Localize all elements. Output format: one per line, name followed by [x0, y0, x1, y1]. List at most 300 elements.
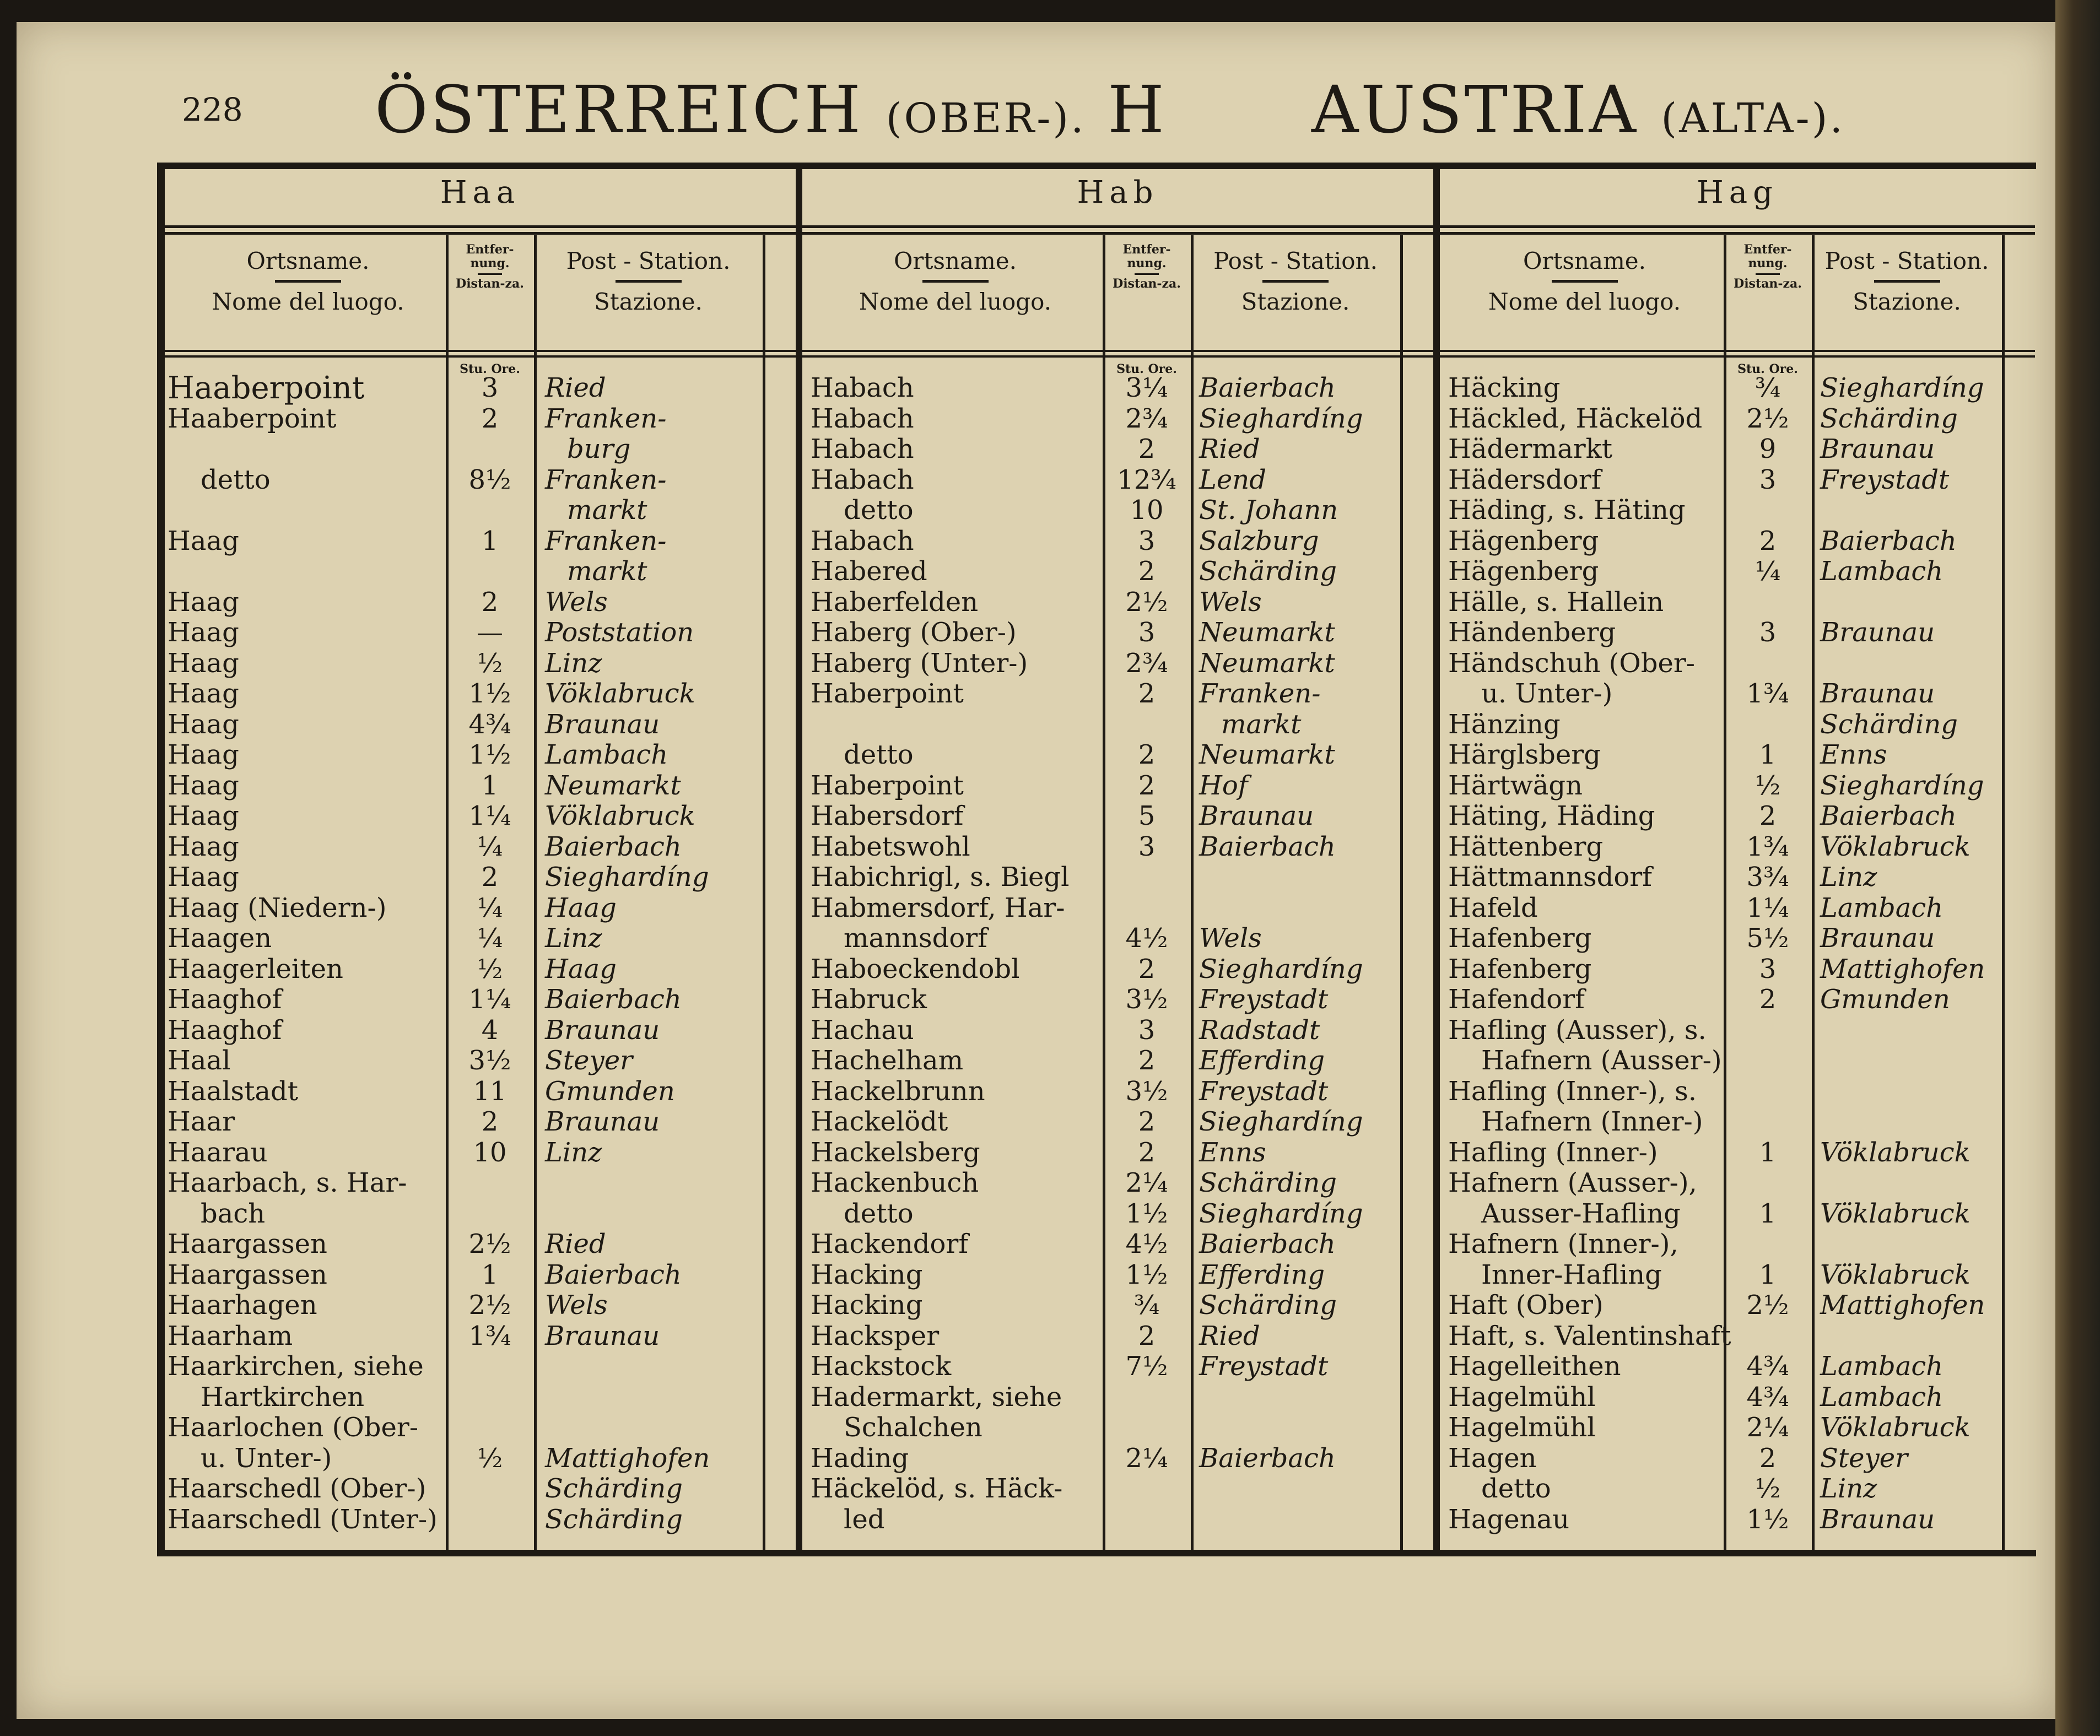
header-dist-de: Entfer-nung. — [1122, 242, 1171, 271]
place-name: Hagelleithen — [1448, 1351, 1621, 1382]
header-dash — [478, 273, 502, 275]
place-name: detto — [844, 495, 914, 526]
place-name: Haag — [168, 862, 239, 893]
post-station: Wels — [545, 586, 608, 618]
title-right-sub: (ALTA-). — [1661, 95, 1845, 142]
table-row — [1440, 1443, 2035, 1474]
place-name: Händenberg — [1448, 617, 1616, 648]
distance: 3½ — [1125, 984, 1168, 1015]
post-station: Steyer — [545, 1045, 633, 1076]
distance: 1½ — [468, 678, 511, 709]
distance: 1½ — [1746, 1504, 1789, 1535]
title-left: ÖSTERREICH — [375, 72, 863, 148]
table-row — [802, 740, 1433, 770]
table-row — [165, 679, 796, 709]
section-title: Hag — [1696, 175, 1779, 210]
post-station: Lambach — [1820, 1351, 1944, 1382]
post-station: St. Johann — [1199, 495, 1338, 526]
table-row — [1440, 373, 2035, 403]
table-row — [1440, 434, 2035, 464]
place-name: Haarau — [168, 1137, 268, 1168]
units-label: Stu. Ore. — [460, 362, 520, 376]
table-row — [802, 373, 1433, 403]
distance: 8½ — [468, 464, 511, 495]
distance: 4½ — [1125, 1229, 1168, 1259]
table-row — [1440, 1382, 2035, 1413]
table-row — [165, 404, 796, 434]
post-station: Baierbach — [545, 1259, 682, 1290]
table-row — [1440, 832, 2035, 862]
table-row — [165, 465, 796, 495]
distance: 1 — [481, 525, 499, 556]
post-station: Sieghardíng — [1199, 953, 1363, 985]
table-row — [1440, 740, 2035, 770]
distance: 2½ — [468, 1229, 511, 1259]
post-station: Braunau — [1820, 678, 1935, 709]
table-row — [802, 710, 1433, 740]
table-row — [802, 434, 1433, 464]
distance: 12¾ — [1117, 464, 1176, 495]
table-row — [802, 1229, 1433, 1259]
post-station: Radstadt — [1199, 1014, 1320, 1046]
post-station: Freystadt — [1820, 464, 1950, 495]
place-name: Haal — [168, 1045, 231, 1076]
post-station: Braunau — [1820, 617, 1935, 648]
table-row — [802, 1260, 1433, 1290]
table-row — [165, 1505, 796, 1535]
post-station: Enns — [1199, 1137, 1266, 1168]
distance: 1 — [481, 1259, 499, 1290]
table-row — [165, 893, 796, 923]
distance: ½ — [477, 1442, 503, 1474]
place-name: detto — [1481, 1473, 1551, 1504]
table-row — [1440, 923, 2035, 954]
place-name: Haag — [168, 586, 239, 618]
post-station: Wels — [545, 1290, 608, 1321]
table-row — [802, 465, 1433, 495]
table-row — [165, 1382, 796, 1413]
post-station: Sieghardíng — [1820, 372, 1984, 403]
distance: 10 — [1130, 495, 1164, 526]
distance: ½ — [477, 647, 503, 679]
distance: 1¼ — [1746, 892, 1789, 923]
table-row — [1440, 1351, 2035, 1382]
table-row — [165, 985, 796, 1015]
place-name: Hadermarkt, siehe — [811, 1381, 1062, 1413]
place-name: Habetswohl — [811, 831, 970, 862]
place-name: Hartkirchen — [201, 1381, 365, 1413]
distance: 2½ — [1746, 1290, 1789, 1321]
table-row — [802, 648, 1433, 679]
place-name: Hafnern (Inner-), — [1448, 1229, 1678, 1259]
place-name: Haargassen — [168, 1259, 327, 1290]
header-station-it: Stazione. — [1853, 288, 1961, 315]
table-row — [165, 1077, 796, 1107]
post-station: Braunau — [1820, 434, 1935, 464]
table-row — [1440, 587, 2035, 618]
table-row — [802, 771, 1433, 801]
title-austria-italian — [1311, 72, 1845, 148]
place-name: Haag — [168, 525, 239, 556]
place-name: Habach — [811, 434, 914, 464]
place-name: Haag — [168, 617, 239, 648]
post-station: Enns — [1820, 739, 1887, 770]
table-row — [1440, 1046, 2035, 1076]
header-rule — [1440, 225, 2035, 228]
header-station-it: Stazione. — [1241, 288, 1350, 315]
place-name: Hachau — [811, 1014, 914, 1046]
post-station: Franken- — [545, 403, 667, 434]
post-station: Linz — [1820, 1473, 1877, 1504]
table-row — [165, 618, 796, 648]
table-row — [165, 1321, 796, 1351]
table-row — [1440, 1138, 2035, 1168]
post-station: Freystadt — [1199, 1075, 1329, 1107]
post-station: Ried — [545, 1229, 606, 1259]
post-station: Gmunden — [1820, 984, 1950, 1015]
place-name: Haag (Niedern-) — [168, 892, 387, 923]
place-name: Haarschedl (Ober-) — [168, 1473, 427, 1504]
place-name: Hänzing — [1448, 709, 1561, 740]
post-station: Baierbach — [545, 831, 682, 862]
section-title: Hab — [1077, 175, 1159, 210]
table-row — [1440, 404, 2035, 434]
distance: 2¼ — [1125, 1442, 1168, 1474]
table-row — [165, 801, 796, 831]
place-name: Hachelham — [811, 1045, 964, 1076]
distance: 2 — [1138, 953, 1156, 985]
table-row — [802, 832, 1433, 862]
section-separator — [796, 169, 802, 1550]
table-row — [802, 893, 1433, 923]
table-row — [1440, 1229, 2035, 1259]
place-name: bach — [201, 1198, 266, 1229]
place-name: Habach — [811, 464, 914, 495]
distance: ¾ — [1133, 1290, 1160, 1321]
place-name: Haagen — [168, 923, 272, 954]
place-name: Haaberpoint — [168, 370, 365, 406]
header-rule — [165, 355, 796, 358]
distance: 5 — [1138, 801, 1156, 831]
place-name: Häckelöd, s. Häck- — [811, 1473, 1063, 1504]
table-row — [165, 1107, 796, 1137]
distance: 2 — [1759, 984, 1777, 1015]
place-name: Haft, s. Valentinshaft — [1448, 1320, 1731, 1351]
header-dash — [922, 280, 989, 283]
distance: 2¼ — [1746, 1412, 1789, 1443]
place-name: Hafling (Inner-), s. — [1448, 1075, 1697, 1107]
post-station: Ried — [545, 372, 606, 403]
distance: 10 — [473, 1137, 507, 1168]
place-name: Härtwägn — [1448, 770, 1583, 801]
post-station: Schärding — [545, 1504, 683, 1535]
table-row — [165, 1199, 796, 1229]
place-name: Haagerleiten — [168, 953, 343, 985]
distance: ½ — [1755, 770, 1781, 801]
distance: 1½ — [468, 739, 511, 770]
table-row — [802, 1107, 1433, 1137]
post-station: Franken- — [1199, 678, 1321, 709]
table-row — [1440, 465, 2035, 495]
post-station: Sieghardíng — [1199, 1106, 1363, 1137]
table-row — [802, 1505, 1433, 1535]
table-row — [802, 526, 1433, 556]
post-station: Braunau — [545, 1320, 660, 1351]
table-row — [165, 1260, 796, 1290]
place-name: Hackelödt — [811, 1106, 948, 1137]
place-name: Hättenberg — [1448, 831, 1604, 862]
header-name-de: Ortsname. — [893, 247, 1017, 274]
distance: 2 — [1138, 770, 1156, 801]
distance: 1¾ — [468, 1320, 511, 1351]
section-haa — [165, 169, 796, 1550]
table-row — [802, 954, 1433, 985]
place-name: Hagelmühl — [1448, 1381, 1596, 1413]
post-station: Baierbach — [1199, 831, 1336, 862]
header-station-de: Post - Station. — [566, 247, 731, 274]
distance: 2½ — [468, 1290, 511, 1321]
distance: 1 — [1759, 1198, 1777, 1229]
distance: 1¾ — [1746, 831, 1789, 862]
table-row — [165, 1474, 796, 1504]
header-dash — [1135, 273, 1159, 275]
place-name: Habach — [811, 525, 914, 556]
place-name: Hafnern (Ausser-), — [1448, 1167, 1697, 1198]
header-dist-de: Entfer-nung. — [466, 242, 514, 271]
post-station: Mattighofen — [1820, 953, 1985, 985]
place-name: Hagen — [1448, 1442, 1537, 1474]
table-row — [165, 495, 796, 526]
header-rule — [1440, 232, 2035, 235]
table-row — [1440, 618, 2035, 648]
place-name: Haboeckendobl — [811, 953, 1020, 985]
place-name: Hackenbuch — [811, 1167, 979, 1198]
post-station: Vöklabruck — [1820, 1259, 1971, 1290]
place-name: led — [844, 1504, 885, 1535]
table-row — [1440, 679, 2035, 709]
distance: ½ — [1755, 1473, 1781, 1504]
distance: 2 — [1759, 525, 1777, 556]
place-name: Habersdorf — [811, 801, 964, 831]
table-row — [802, 862, 1433, 893]
table-row — [1440, 862, 2035, 893]
post-station: Braunau — [1199, 801, 1314, 831]
distance: 2 — [1759, 1442, 1777, 1474]
header-name-de: Ortsname. — [1523, 247, 1646, 274]
header-dash — [1552, 280, 1618, 283]
place-name: Hackendorf — [811, 1229, 969, 1259]
post-station: Baierbach — [1199, 372, 1336, 403]
post-station: Baierbach — [1199, 1442, 1336, 1474]
table-row — [165, 1138, 796, 1168]
table-row — [165, 1351, 796, 1382]
place-name: Hägenberg — [1448, 525, 1599, 556]
table-row — [165, 434, 796, 464]
post-station: Lambach — [1820, 892, 1944, 923]
distance: 1½ — [1125, 1198, 1168, 1229]
distance: 2 — [1138, 1137, 1156, 1168]
place-name: Hacking — [811, 1290, 923, 1321]
table-row — [802, 1199, 1433, 1229]
place-name: Hägenberg — [1448, 556, 1599, 587]
table-row — [165, 526, 796, 556]
post-station: Vöklabruck — [1820, 1412, 1971, 1443]
place-name: Haalstadt — [168, 1075, 298, 1107]
header-station-de: Post - Station. — [1824, 247, 1989, 274]
post-station: Vöklabruck — [545, 678, 695, 709]
header-rule — [1440, 350, 2035, 352]
header-dash — [1874, 280, 1940, 283]
place-name: Hafenberg — [1448, 923, 1592, 954]
place-name: Haag — [168, 801, 239, 831]
distance: 2½ — [1746, 403, 1789, 434]
distance: 4¾ — [1746, 1381, 1789, 1413]
post-station: Lend — [1199, 464, 1266, 495]
table-row — [1440, 801, 2035, 831]
table-row — [802, 1077, 1433, 1107]
place-name: Haarschedl (Unter-) — [168, 1504, 438, 1535]
place-name: Haft (Ober) — [1448, 1290, 1604, 1321]
header-rule — [802, 350, 1433, 352]
distance: 2 — [481, 403, 499, 434]
table-row — [1440, 893, 2035, 923]
post-station: Sieghardíng — [1199, 1198, 1363, 1229]
units-label: Stu. Ore. — [1116, 362, 1177, 376]
distance: 2 — [1138, 739, 1156, 770]
post-station: Braunau — [1820, 1504, 1935, 1535]
header-rule — [802, 232, 1433, 235]
place-name: Häding, s. Häting — [1448, 495, 1686, 526]
distance: ¼ — [477, 892, 503, 923]
distance: 1¼ — [468, 984, 511, 1015]
table-row — [165, 648, 796, 679]
header-station-de: Post - Station. — [1213, 247, 1378, 274]
table-row — [1440, 556, 2035, 587]
table-row — [165, 556, 796, 587]
place-name: Haag — [168, 739, 239, 770]
distance: 3 — [1138, 1014, 1156, 1046]
table-row — [1440, 710, 2035, 740]
place-name: Habach — [811, 372, 914, 403]
distance: 2 — [1138, 1320, 1156, 1351]
place-name: detto — [844, 739, 914, 770]
distance: 1¼ — [468, 801, 511, 831]
table-row — [802, 923, 1433, 954]
distance: 3½ — [1125, 1075, 1168, 1107]
distance: 3¾ — [1746, 862, 1789, 893]
post-station: Schärding — [545, 1473, 683, 1504]
place-name: detto — [201, 464, 271, 495]
table-row — [802, 1168, 1433, 1198]
table-row — [802, 1443, 1433, 1474]
distance: ¼ — [1755, 556, 1781, 587]
table-row — [802, 985, 1433, 1015]
place-name: Hagenau — [1448, 1504, 1570, 1535]
header-rule — [165, 350, 796, 352]
place-name: Hacksper — [811, 1320, 940, 1351]
post-station: Schärding — [1820, 403, 1958, 434]
post-station: Vöklabruck — [1820, 831, 1971, 862]
table-row — [802, 679, 1433, 709]
place-name: Hackelbrunn — [811, 1075, 985, 1107]
post-station: Hof — [1199, 770, 1248, 801]
header-name-it: Nome del luogo. — [212, 288, 404, 315]
place-name: Haberpoint — [811, 770, 964, 801]
post-station: Baierbach — [545, 984, 682, 1015]
distance: 3½ — [468, 1045, 511, 1076]
table-row — [165, 1168, 796, 1198]
distance: 4 — [481, 1014, 499, 1046]
post-station: Linz — [545, 647, 602, 679]
post-station: Schärding — [1199, 1290, 1337, 1321]
table-row — [165, 954, 796, 985]
header-dist-it: Distan-za. — [456, 276, 524, 291]
distance: 1½ — [1125, 1259, 1168, 1290]
distance: 4½ — [1125, 923, 1168, 954]
table-row — [802, 587, 1433, 618]
place-name: Habruck — [811, 984, 927, 1015]
place-name: Häckled, Häckelöd — [1448, 403, 1703, 434]
post-station: Efferding — [1199, 1045, 1325, 1076]
header-rule — [165, 232, 796, 235]
table-row — [165, 1015, 796, 1046]
post-station: Salzburg — [1199, 525, 1319, 556]
post-station: Baierbach — [1820, 801, 1957, 831]
table-row — [1440, 985, 2035, 1015]
header-dist-it: Distan-za. — [1734, 276, 1802, 291]
section-title: Haa — [440, 175, 521, 210]
post-station: Ried — [1199, 1320, 1260, 1351]
post-station: markt — [567, 495, 647, 526]
title-austria-german — [375, 72, 1086, 148]
post-station: Freystadt — [1199, 1351, 1329, 1382]
place-name: Häting, Häding — [1448, 801, 1655, 831]
post-station: Lambach — [1820, 1381, 1944, 1413]
post-station: Efferding — [1199, 1259, 1325, 1290]
post-station: Linz — [545, 1137, 602, 1168]
post-station: Freystadt — [1199, 984, 1329, 1015]
post-station: Schärding — [1820, 709, 1958, 740]
distance: 2 — [481, 862, 499, 893]
place-name: Hafling (Inner-) — [1448, 1137, 1658, 1168]
post-station: Mattighofen — [545, 1442, 710, 1474]
distance: ¼ — [477, 923, 503, 954]
post-station: Linz — [1820, 862, 1877, 893]
title-left-sub: (OBER-). — [886, 95, 1086, 142]
distance: 4¾ — [1746, 1351, 1789, 1382]
table-row — [1440, 771, 2035, 801]
place-name: Haberg (Unter-) — [811, 647, 1028, 679]
distance: 1¾ — [1746, 678, 1789, 709]
table-row — [1440, 1290, 2035, 1321]
table-row — [1440, 954, 2035, 985]
table-row — [802, 1351, 1433, 1382]
distance: 2¾ — [1125, 647, 1168, 679]
place-name: Haaberpoint — [168, 403, 337, 434]
page-number: 228 — [182, 91, 243, 128]
post-station: Mattighofen — [1820, 1290, 1985, 1321]
post-station: Franken- — [545, 464, 667, 495]
distance: 3 — [1759, 464, 1777, 495]
place-name: Haberg (Ober-) — [811, 617, 1017, 648]
header-dash — [1756, 273, 1780, 275]
book-spine — [2055, 0, 2100, 1736]
place-name: Haaghof — [168, 1014, 282, 1046]
place-name: Hading — [811, 1442, 909, 1474]
post-station: Braunau — [1820, 923, 1935, 954]
table-row — [165, 370, 796, 406]
table-row — [802, 556, 1433, 587]
